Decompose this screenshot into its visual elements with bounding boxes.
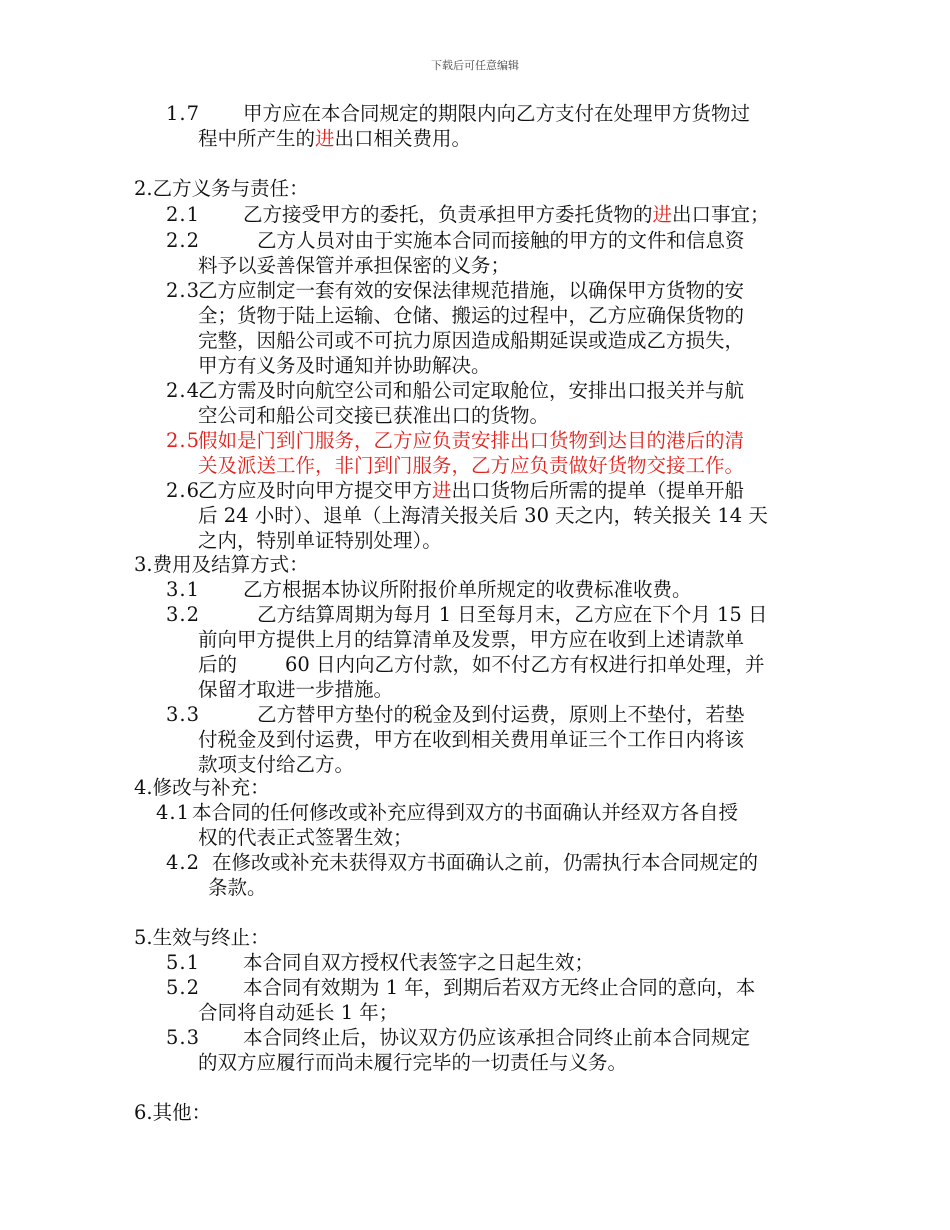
clause-number: 2.6 [166, 479, 201, 502]
clause-text: 乙方结算周期为每月 1 日至每月末，乙方应在下个月 15 日 [257, 603, 768, 626]
clause-text: 乙方人员对由于实施本合同而接触的甲方的文件和信息资 [257, 229, 745, 252]
clause-text: 乙方接受甲方的委托，负责承担甲方委托货物的进出口事宜； [243, 203, 770, 226]
clause-text: 乙方应及时向甲方提交甲方进出口货物后所需的提单（提单开船 [198, 479, 745, 502]
clause-number: 2.4 [166, 379, 201, 402]
clause-text: 甲方应在本合同规定的期限内向乙方支付在处理甲方货物过 [243, 102, 751, 125]
clause-text: 60 日内向乙方付款，如不付乙方有权进行扣单处理，并 [285, 653, 765, 676]
section-heading: 3.费用及结算方式： [134, 553, 309, 576]
clause-number: 5.2 [166, 976, 201, 999]
highlight-text: 进 [652, 203, 673, 226]
clause-number: 4.1 [156, 801, 191, 824]
clause-text: 条款。 [208, 876, 267, 899]
clause-text: 之内，特别单证特别处理）。 [198, 529, 442, 552]
clause-text: 乙方替甲方垫付的税金及到付运费，原则上不垫付，若垫 [257, 703, 745, 726]
clause-text: 本合同有效期为 1 年，到期后若双方无终止合同的意向，本 [243, 976, 756, 999]
clause-text: 款项支付给乙方。 [198, 753, 355, 776]
clause-text: 乙方根据本协议所附报价单所规定的收费标准收费。 [243, 578, 692, 601]
clause-text: 前向甲方提供上月的结算清单及发票，甲方应在收到上述请款单 [198, 628, 745, 651]
clause-text: 全；货物于陆上运输、仓储、搬运的过程中，乙方应确保货物的 [198, 304, 745, 327]
clause-text: 本合同终止后，协议双方仍应该承担合同终止前本合同规定 [243, 1026, 751, 1049]
clause-text: 权的代表正式签署生效； [198, 826, 413, 849]
clause-text: 程中所产生的进出口相关费用。 [198, 127, 472, 150]
clause-number: 5.1 [166, 951, 201, 974]
section-heading: 6.其他： [134, 1101, 212, 1124]
highlight-clause-text: 关及派送工作，非门到门服务，乙方应负责做好货物交接工作。 [198, 454, 745, 477]
clause-text: 的双方应履行而尚未履行完毕的一切责任与义务。 [198, 1051, 628, 1074]
clause-number: 2.5 [166, 429, 201, 452]
clause-number: 4.2 [166, 851, 201, 874]
clause-text: 完整，因船公司或不可抗力原因造成船期延误或造成乙方损失， [198, 329, 745, 352]
section-heading: 4.修改与补充： [134, 776, 270, 799]
section-heading: 2.乙方义务与责任： [134, 177, 309, 200]
section-heading: 5.生效与终止： [134, 926, 270, 949]
clause-text: 在修改或补充未获得双方书面确认之前，仍需执行本合同规定的 [212, 851, 759, 874]
clause-number: 3.1 [166, 578, 201, 601]
clause-number: 1.7 [166, 102, 201, 125]
clause-number: 2.2 [166, 229, 201, 252]
clause-number: 3.3 [166, 703, 201, 726]
highlight-clause-text: 假如是门到门服务，乙方应负责安排出口货物到达目的港后的清 [198, 429, 745, 452]
highlight-text: 进 [315, 127, 335, 150]
clause-number: 5.3 [166, 1026, 201, 1049]
clause-text: 甲方有义务及时通知并协助解决。 [198, 354, 491, 377]
clause-text: 付税金及到付运费，甲方在收到相关费用单证三个工作日内将该 [198, 728, 745, 751]
clause-text: 合同将自动延长 1 年； [198, 1001, 399, 1024]
page-header: 下载后可任意编辑 [431, 59, 519, 72]
clause-number: 3.2 [166, 603, 201, 626]
clause-text: 本合同的任何修改或补充应得到双方的书面确认并经双方各自授 [192, 801, 739, 824]
clause-text: 乙方需及时向航空公司和船公司定取舱位，安排出口报关并与航 [198, 379, 745, 402]
clause-text: 后的 [198, 653, 238, 676]
highlight-text: 进 [432, 479, 452, 502]
clause-text: 空公司和船公司交接已获准出口的货物。 [198, 404, 550, 427]
clause-text: 料予以妥善保管并承担保密的义务； [198, 254, 511, 277]
clause-text: 保留才取进一步措施。 [198, 678, 394, 701]
clause-text: 本合同自双方授权代表签字之日起生效； [243, 951, 595, 974]
clause-number: 2.3 [166, 279, 201, 302]
clause-text: 后 24 小时）、退单（上海清关报关后 30 天之内，转关报关 14 天 [198, 504, 768, 527]
clause-number: 2.1 [166, 203, 201, 226]
clause-text: 乙方应制定一套有效的安保法律规范措施，以确保甲方货物的安 [198, 279, 745, 302]
